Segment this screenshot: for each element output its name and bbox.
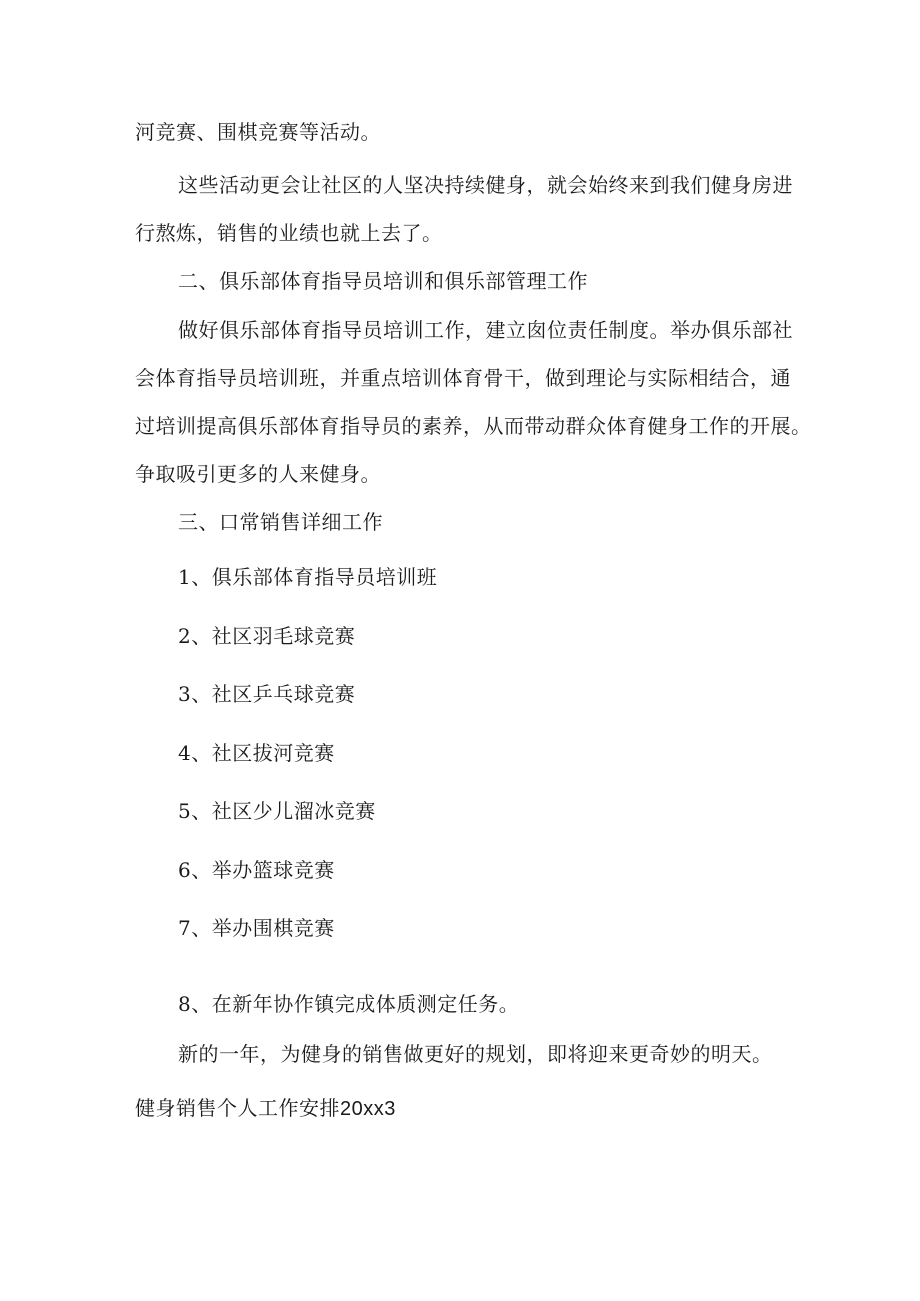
list-item: 4、社区拔河竞赛 (178, 741, 335, 765)
footer-title: 健身销售个人工作安排20xx3 (135, 1098, 396, 1120)
activities-paragraph-line-1: 这些活动更会让社区的人坚决持续健身，就会始终来到我们健身房进 (178, 173, 793, 197)
list-item: 5、社区少儿溜冰竞赛 (178, 799, 376, 823)
section-2-heading: 二、俱乐部体育指导员培训和俱乐部管理工作 (178, 269, 588, 293)
intro-tail: 河竞赛、围棋竞赛等活动。 (135, 120, 381, 144)
activities-paragraph-line-2: 行熬炼，销售的业绩也就上去了。 (135, 221, 443, 245)
section-2-body-line-4: 争取吸引更多的人来健身。 (135, 462, 381, 486)
list-item: 2、社区羽毛球竞赛 (178, 624, 356, 648)
list-item: 7、举办围棋竞赛 (178, 916, 335, 940)
list-item: 1、俱乐部体育指导员培训班 (178, 565, 438, 589)
closing-paragraph: 新的一年，为健身的销售做更好的规划，即将迎来更奇妙的明天。 (178, 1042, 773, 1066)
list-item: 6、举办篮球竞赛 (178, 858, 335, 882)
section-2-body-line-3: 过培训提高俱乐部体育指导员的素养，从而带动群众体育健身工作的开展。 (135, 414, 812, 438)
section-2-body-line-1: 做好俱乐部体育指导员培训工作，建立囱位责任制度。举办俱乐部社 (178, 318, 793, 342)
list-item: 3、社区乒乓球竞赛 (178, 682, 356, 706)
section-2-body-line-2: 会体育指导员培训班，并重点培训体育骨干，做到理论与实际相结合，通 (135, 366, 791, 390)
section-3-heading: 三、口常销售详细工作 (178, 510, 383, 534)
list-item: 8、在新年协作镇完成体质测定任务。 (178, 992, 520, 1016)
